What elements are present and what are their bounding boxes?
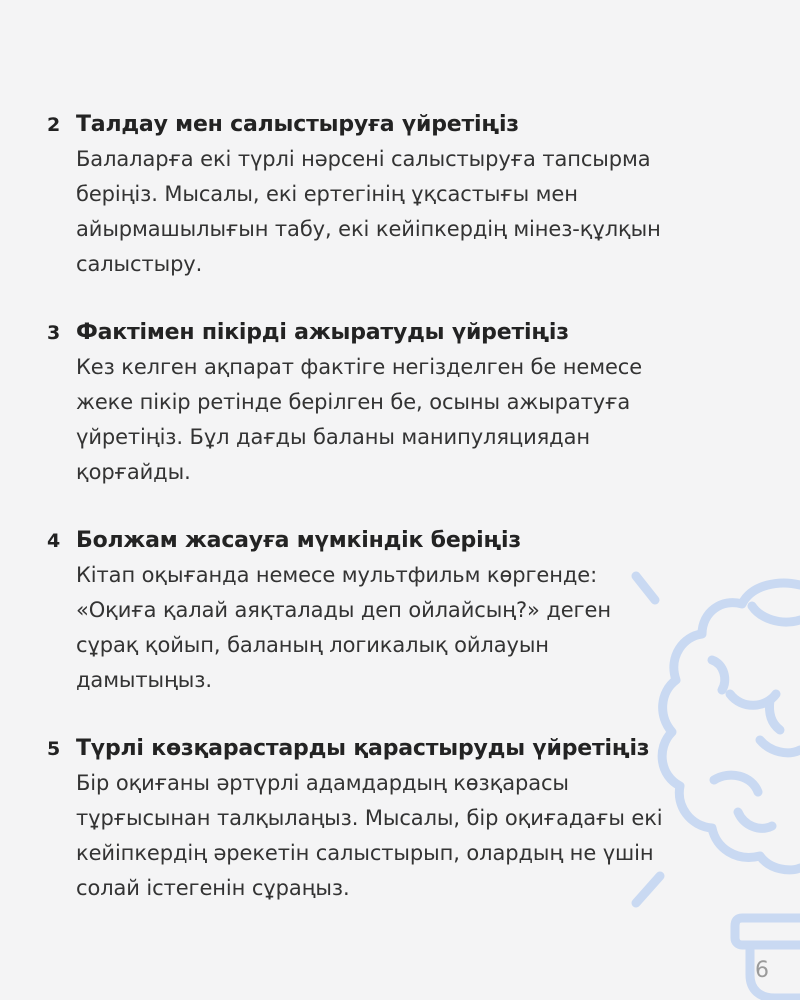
tip-body-line: солай істегенін сұраңыз. [76,876,350,900]
tip-number: 2 [47,114,61,136]
tip-number: 5 [47,738,61,760]
tip-body-line: Кітап оқығанда немесе мультфильм көргенде: [76,563,598,587]
tip-body-line: кейіпкердің әрекетін салыстырып, олардың не үшін [76,841,654,865]
tip-item-4 [47,524,787,698]
tip-body-line: Бір оқиғаны әртүрлі адамдардың көзқарасы [76,771,569,795]
tip-body-line: салыстыру. [76,252,203,276]
tip-item-5 [47,732,787,906]
tip-body-line: жеке пікір ретінде берілген бе, осыны ажыратуға [76,390,631,414]
tip-title: Фактімен пікірді ажыратуды үйретіңіз [76,320,569,345]
page-number: 6 [755,958,769,983]
tip-title: Талдау мен салыстыруға үйретіңіз [76,112,519,137]
tip-body-line: үйретіңіз. Бұл дағды баланы манипуляциядан [76,425,591,449]
tip-body [76,142,787,282]
tip-body-line: дамытыңыз. [76,668,212,692]
tip-body [76,558,787,698]
tip-body-line: Кез келген ақпарат фактіге негізделген бе немесе [76,355,643,379]
tip-title: Болжам жасауға мүмкіндік беріңіз [76,528,521,553]
tip-item-3 [47,316,787,490]
tip-body-line: тұрғысынан талқылаңыз. Мысалы, бір оқиғадағы екі [76,806,663,830]
tip-body-line: беріңіз. Мысалы, екі ертегінің ұқсастығы мен [76,182,578,206]
tip-body-line: Балаларға екі түрлі нәрсені салыстыруға тапсырма [76,147,651,171]
tip-body [76,766,787,906]
tips-list [47,108,787,940]
tip-body-line: айырмашылығын табу, екі кейіпкердің мінез-құлқын [76,217,661,241]
tip-number: 3 [47,322,61,344]
tip-body-line: сұрақ қойып, баланың логикалық ойлауын [76,633,549,657]
tip-title: Түрлі көзқарастарды қарастыруды үйретіңіз [76,736,650,761]
tip-body [76,350,787,490]
tip-number: 4 [47,530,61,552]
tip-item-2 [47,108,787,282]
tip-body-line: қорғайды. [76,460,191,484]
tip-body-line: «Оқиға қалай аяқталады деп ойлайсың?» деген [76,598,611,622]
